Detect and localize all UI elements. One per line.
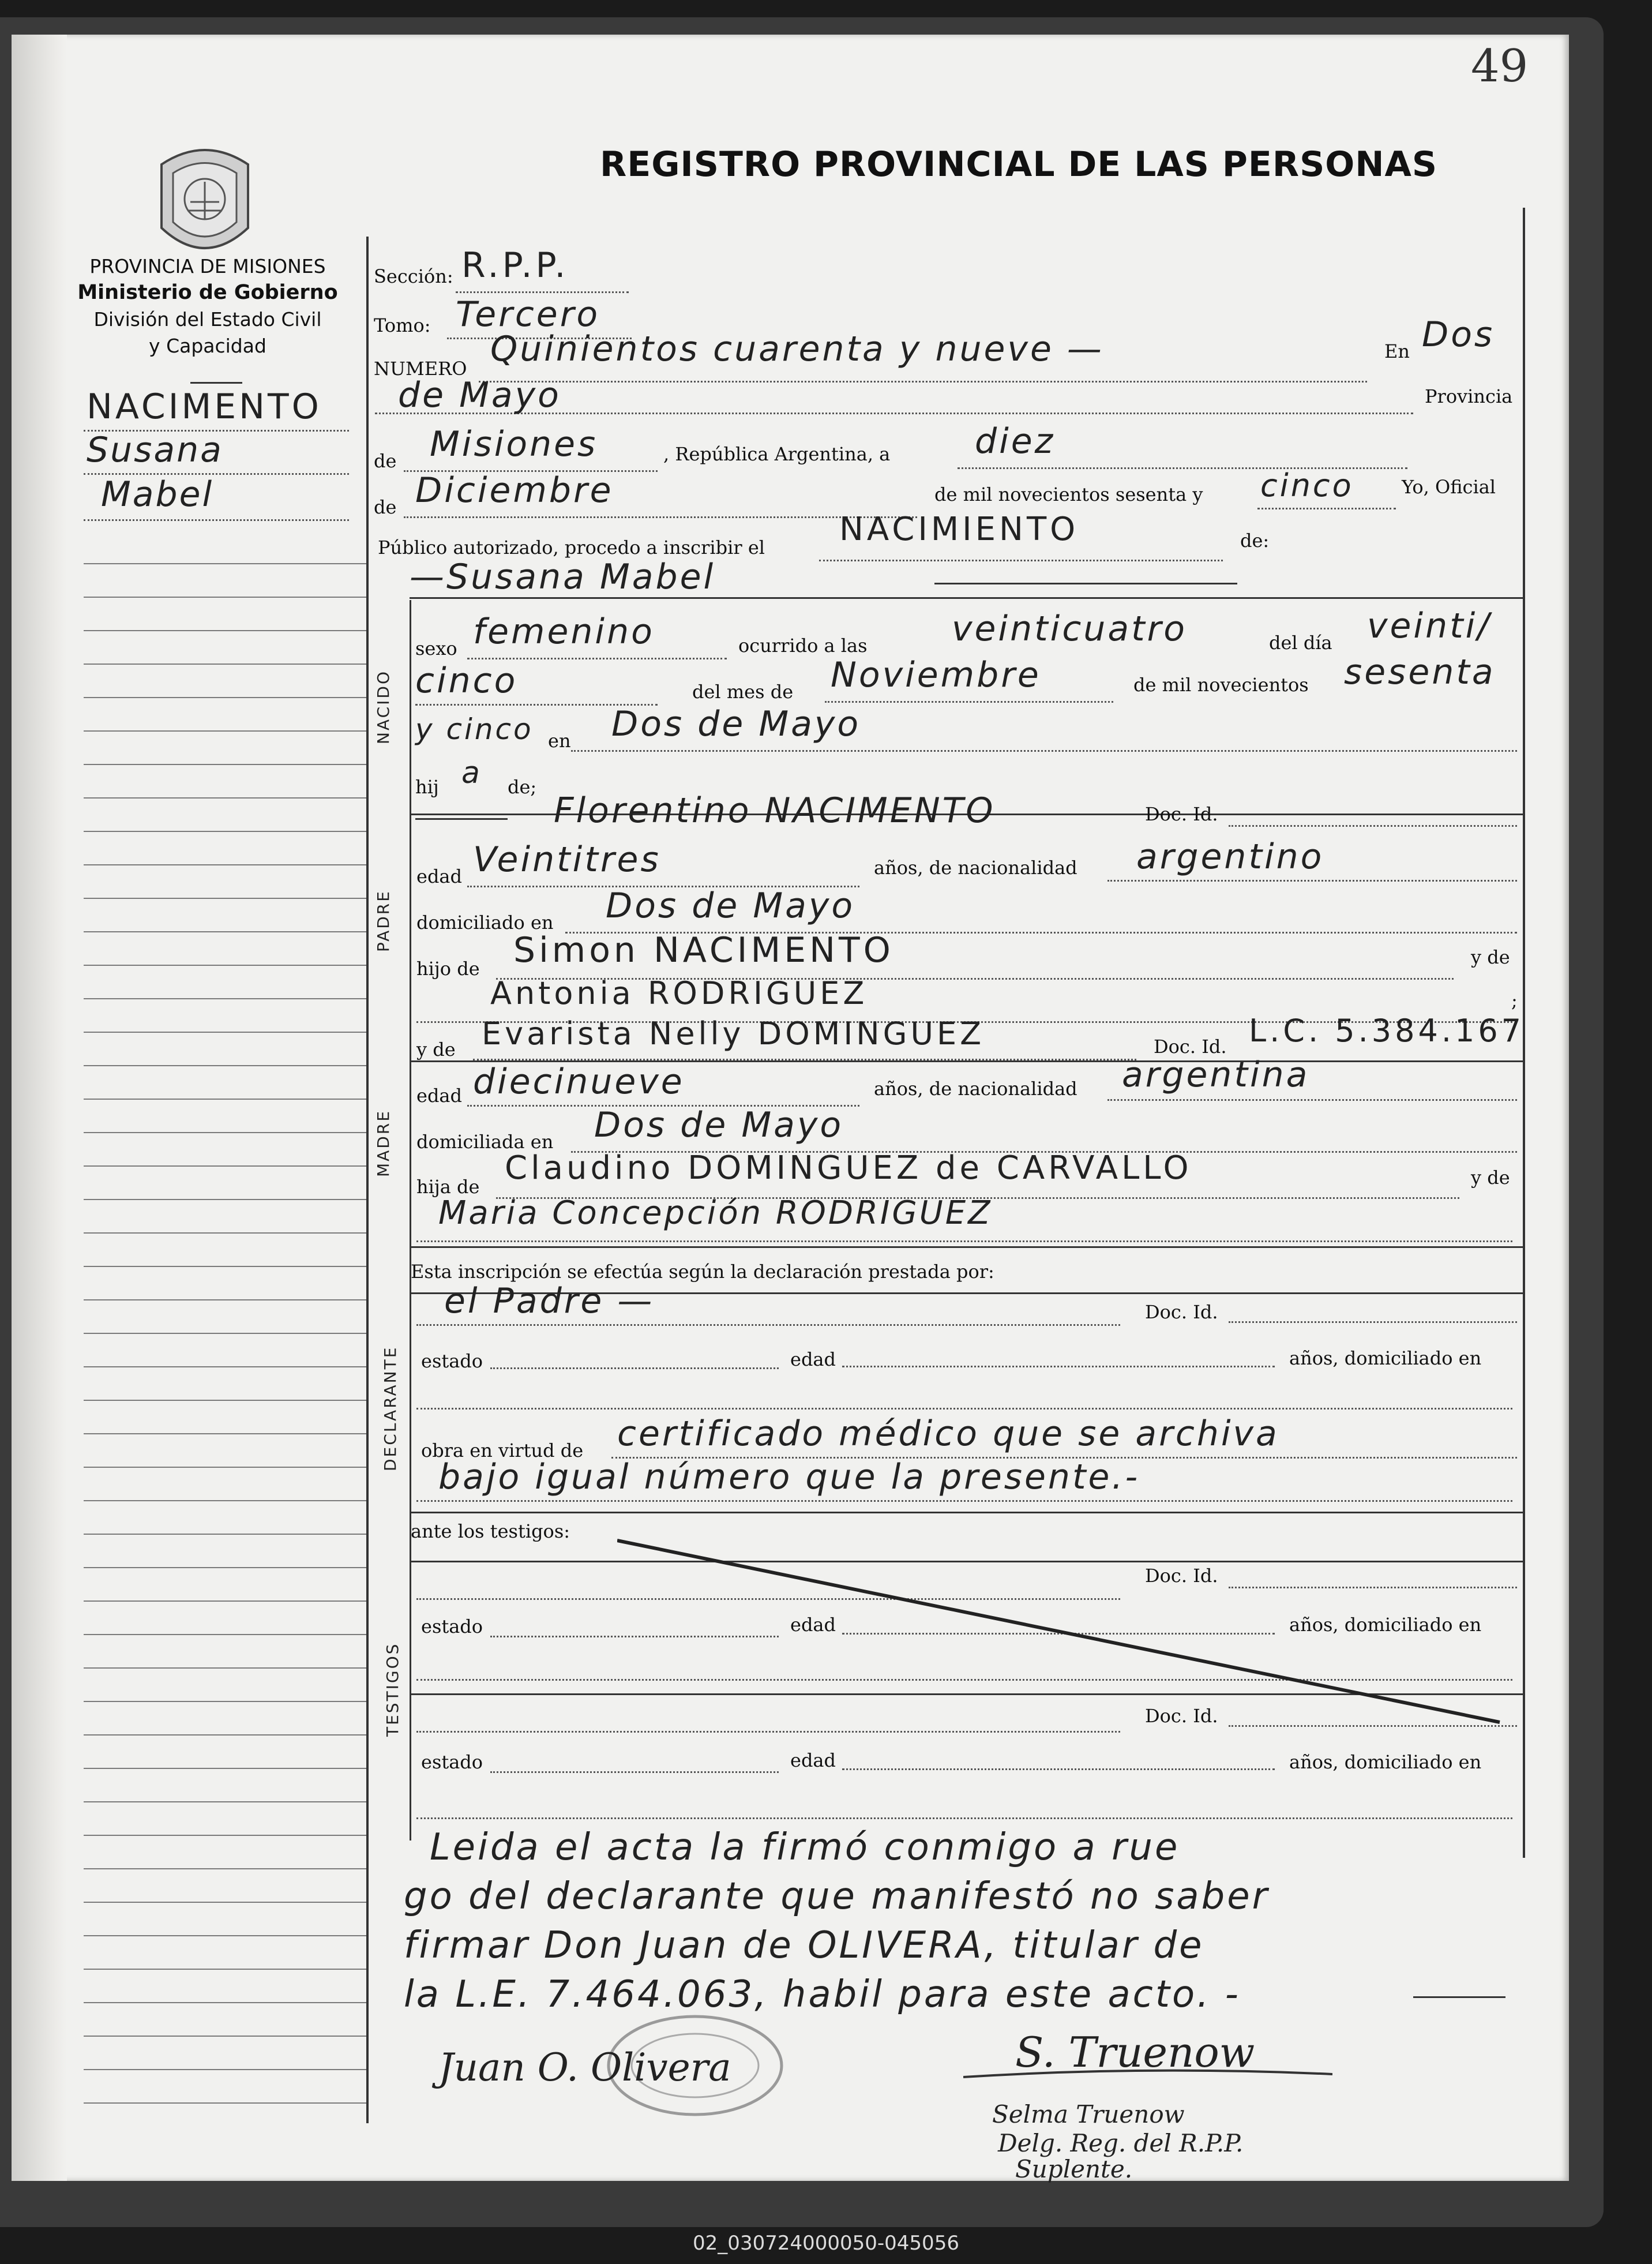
header-dash [190,382,242,384]
side-label-declarante: DECLARANTE [381,1345,400,1471]
rule-testigos-top [410,1512,1524,1513]
label-y-de-padre: y de [1471,946,1510,968]
margin-dots-3 [84,519,349,521]
field-padre-padre: Simon NACIMENTO [513,930,894,970]
line-declarante [416,1324,1120,1326]
side-label-padre: PADRE [374,890,393,952]
field-lugar-nac: Dos de Mayo [611,704,861,744]
rule-nacido-top [410,597,1524,599]
label-edad-testigo2: edad [790,1749,836,1771]
field-padre-madre: Antonia RODRIGUEZ [490,975,868,1011]
field-nombre: —Susana Mabel [410,557,716,597]
label-del-mes: del mes de [692,681,794,703]
line-doc-declarante [1229,1321,1517,1323]
field-anio-nac2: y cinco [415,713,534,746]
line-anio [1257,508,1396,509]
line-acto [819,560,1223,561]
line-dom-testigo2 [416,1817,1512,1819]
field-lugar1: Dos [1422,314,1495,355]
label-edad-testigo1: edad [790,1614,836,1636]
field-padre-edad: Veintitres [473,839,661,880]
line-lugar-nac [571,750,1517,752]
label-anos-nac-padre: años, de nacionalidad [874,857,1077,879]
field-anio: cinco [1260,467,1354,504]
label-de-prov: de [374,450,397,472]
line-testigo2 [416,1731,1120,1733]
label-edad-madre: edad [416,1085,462,1107]
label-yo-oficial: Yo, Oficial [1402,476,1496,498]
nombre-dash [934,583,1237,584]
closing-line4: la L.E. 7.464.063, habil para este acto. - [404,1973,1241,2016]
section-inner-border [410,600,411,1841]
label-de-hij: de; [508,776,537,798]
field-dia: diez [975,421,1056,462]
label-anos-nac-madre: años, de nacionalidad [874,1078,1077,1100]
line-edad-testigo2 [842,1768,1275,1770]
label-esta-inscripcion: Esta inscripción se efectúa según la declaración prestada por: [411,1261,994,1283]
label-ante-testigos: ante los testigos: [411,1520,570,1542]
field-madre-nac: argentina [1122,1055,1310,1095]
label-provincia: Provincia [1425,385,1513,407]
field-mes: Diciembre [415,470,614,511]
line-dom-declarante [416,1408,1512,1410]
label-hija-de: hija de [416,1176,480,1198]
line-sexo [467,658,727,659]
label-doc-id-padre: Doc. Id. [1145,803,1218,825]
label-y-de-madre2: y de [1471,1167,1510,1189]
label-sexo: sexo [415,638,457,659]
signature-underline [963,2066,1332,2089]
field-hora: veinticuatro [952,609,1187,649]
line-doc-padre [1229,825,1517,827]
side-label-nacido: NACIDO [374,669,393,744]
label-del-dia: del día [1269,632,1332,654]
officer-role: Suplente. [1015,2155,1133,2183]
label-de-colon: de: [1240,530,1270,552]
field-obra2: bajo igual número que la presente.- [438,1457,1140,1497]
field-provincia: Misiones [430,424,598,464]
officer-title: Delg. Reg. del R.P.P. [998,2129,1244,2157]
closing-line2: go del declarante que manifestó no saber [404,1875,1270,1918]
field-acto: NACIMIENTO [839,511,1079,548]
seal-icon [156,141,254,263]
field-madre-madre: Maria Concepción RODRIGUEZ [438,1194,993,1232]
closing-line1: Leida el acta la firmó conmigo a rue [430,1826,1180,1869]
field-lugar2: de Mayo [398,375,561,415]
field-dia-nac2: cinco [415,661,518,701]
line-edad-declarante [842,1366,1275,1367]
margin-note-given2: Mabel [101,474,214,515]
field-madre-doc: L.C. 5.384.167 [1249,1013,1525,1049]
line-seccion [456,291,629,293]
agency-line3: División del Estado Civil [93,308,322,331]
signature-right: S. Truenow [1015,2028,1255,2076]
field-madre-dom: Dos de Mayo [594,1105,844,1145]
line-estado-testigo2 [490,1771,779,1773]
cross-out-stroke [617,1538,1505,1728]
side-label-madre: MADRE [374,1109,393,1177]
label-tomo: Tomo: [374,314,431,336]
line-estado-declarante [490,1367,779,1369]
label-estado-declarante: estado [421,1350,483,1372]
label-hij: hij [415,776,439,798]
label-estado-testigo1: estado [421,1615,483,1637]
label-mil-novecientos: de mil novecientos sesenta y [934,483,1203,505]
line-nac-madre [1107,1099,1517,1101]
label-doc-id-declarante: Doc. Id. [1145,1301,1218,1323]
line-nac-padre [1107,880,1517,882]
line-obra2 [416,1500,1512,1502]
field-mes-nac: Noviembre [831,655,1041,695]
label-anos-dom-testigo1: años, domiciliado en [1289,1614,1482,1636]
agency-line4: y Capacidad [149,335,266,357]
document-title: REGISTRO PROVINCIAL DE LAS PERSONAS [600,144,1438,185]
field-madre-padre: Claudino DOMINGUEZ de CARVALLO [505,1149,1192,1187]
field-padre-nac: argentino [1136,837,1324,877]
agency-line1: PROVINCIA DE MISIONES [89,255,326,278]
label-doc-id-testigo2: Doc. Id. [1145,1705,1218,1727]
label-doc-id-testigo1: Doc. Id. [1145,1565,1218,1587]
line-mes-nac [825,701,1113,703]
field-sexo: femenino [473,612,655,652]
label-anos-dom-testigo2: años, domiciliado en [1289,1751,1482,1773]
label-hijo-de: hijo de [416,958,480,980]
label-edad-declarante: edad [790,1348,836,1370]
signature-left: Juan O. Olivera [438,2045,731,2090]
officer-name: Selma Truenow [992,2100,1185,2128]
label-en: En [1384,340,1410,362]
left-border [366,237,369,2123]
label-seccion: Sección: [374,265,453,287]
field-hij-suffix: a [461,756,482,790]
label-domiciliado-padre: domiciliado en [416,912,554,934]
field-padre-nombre: Florentino NACIMENTO [554,790,996,831]
field-padre-dom: Dos de Mayo [606,886,855,926]
agency-line2: Ministerio de Gobierno [77,281,338,304]
margin-note-given1: Susana [87,430,223,470]
field-declarante: el Padre — [444,1281,655,1321]
margin-ruled-lines [84,531,366,2123]
field-anio-nac1: sesenta [1344,652,1496,692]
label-y-de-madre: y de [416,1039,456,1060]
line-madre-madre [416,1240,1512,1242]
label-republica: , República Argentina, a [663,443,891,465]
label-ocurrido: ocurrido a las [738,635,868,657]
field-dia-nac1: veinti/ [1367,606,1492,646]
margin-note-type: NACIMENTO [87,387,322,427]
closing-line3: firmar Don Juan de OLIVERA, titular de [404,1924,1204,1967]
page-number: 49 [1471,40,1529,92]
image-id-footer: 02_030724000050-045056 [693,2232,959,2255]
label-edad-padre: edad [416,865,462,887]
label-de-mes: de [374,496,397,518]
label-numero: NUMERO [374,358,467,380]
field-madre-edad: diecinueve [473,1062,685,1102]
field-tomo: Tercero [456,294,600,335]
label-semicolon: ; [1511,989,1518,1011]
label-anos-dom-declarante: años, domiciliado en [1289,1347,1482,1369]
label-domiciliada-madre: domiciliada en [416,1131,554,1153]
side-label-testigos: TESTIGOS [383,1642,402,1737]
field-seccion: R.P.P. [461,245,569,286]
label-doc-id-madre: Doc. Id. [1154,1036,1227,1058]
line-numero [479,381,1367,383]
label-en-nac: en [548,730,571,752]
field-madre-nombre: Evarista Nelly DOMINGUEZ [482,1015,985,1052]
label-mil-nov: de mil novecientos [1133,674,1309,696]
field-obra1: certificado médico que se archiva [617,1414,1279,1454]
closing-dash [1413,1996,1505,1998]
label-publico: Público autorizado, procedo a inscribir el [378,537,765,558]
padre-dash [415,818,508,820]
label-estado-testigo2: estado [421,1751,483,1773]
rule-declaracion-top [410,1246,1524,1248]
label-obra-virtud: obra en virtud de [421,1440,584,1461]
field-numero: Quinientos cuarenta y nueve — [490,329,1104,369]
